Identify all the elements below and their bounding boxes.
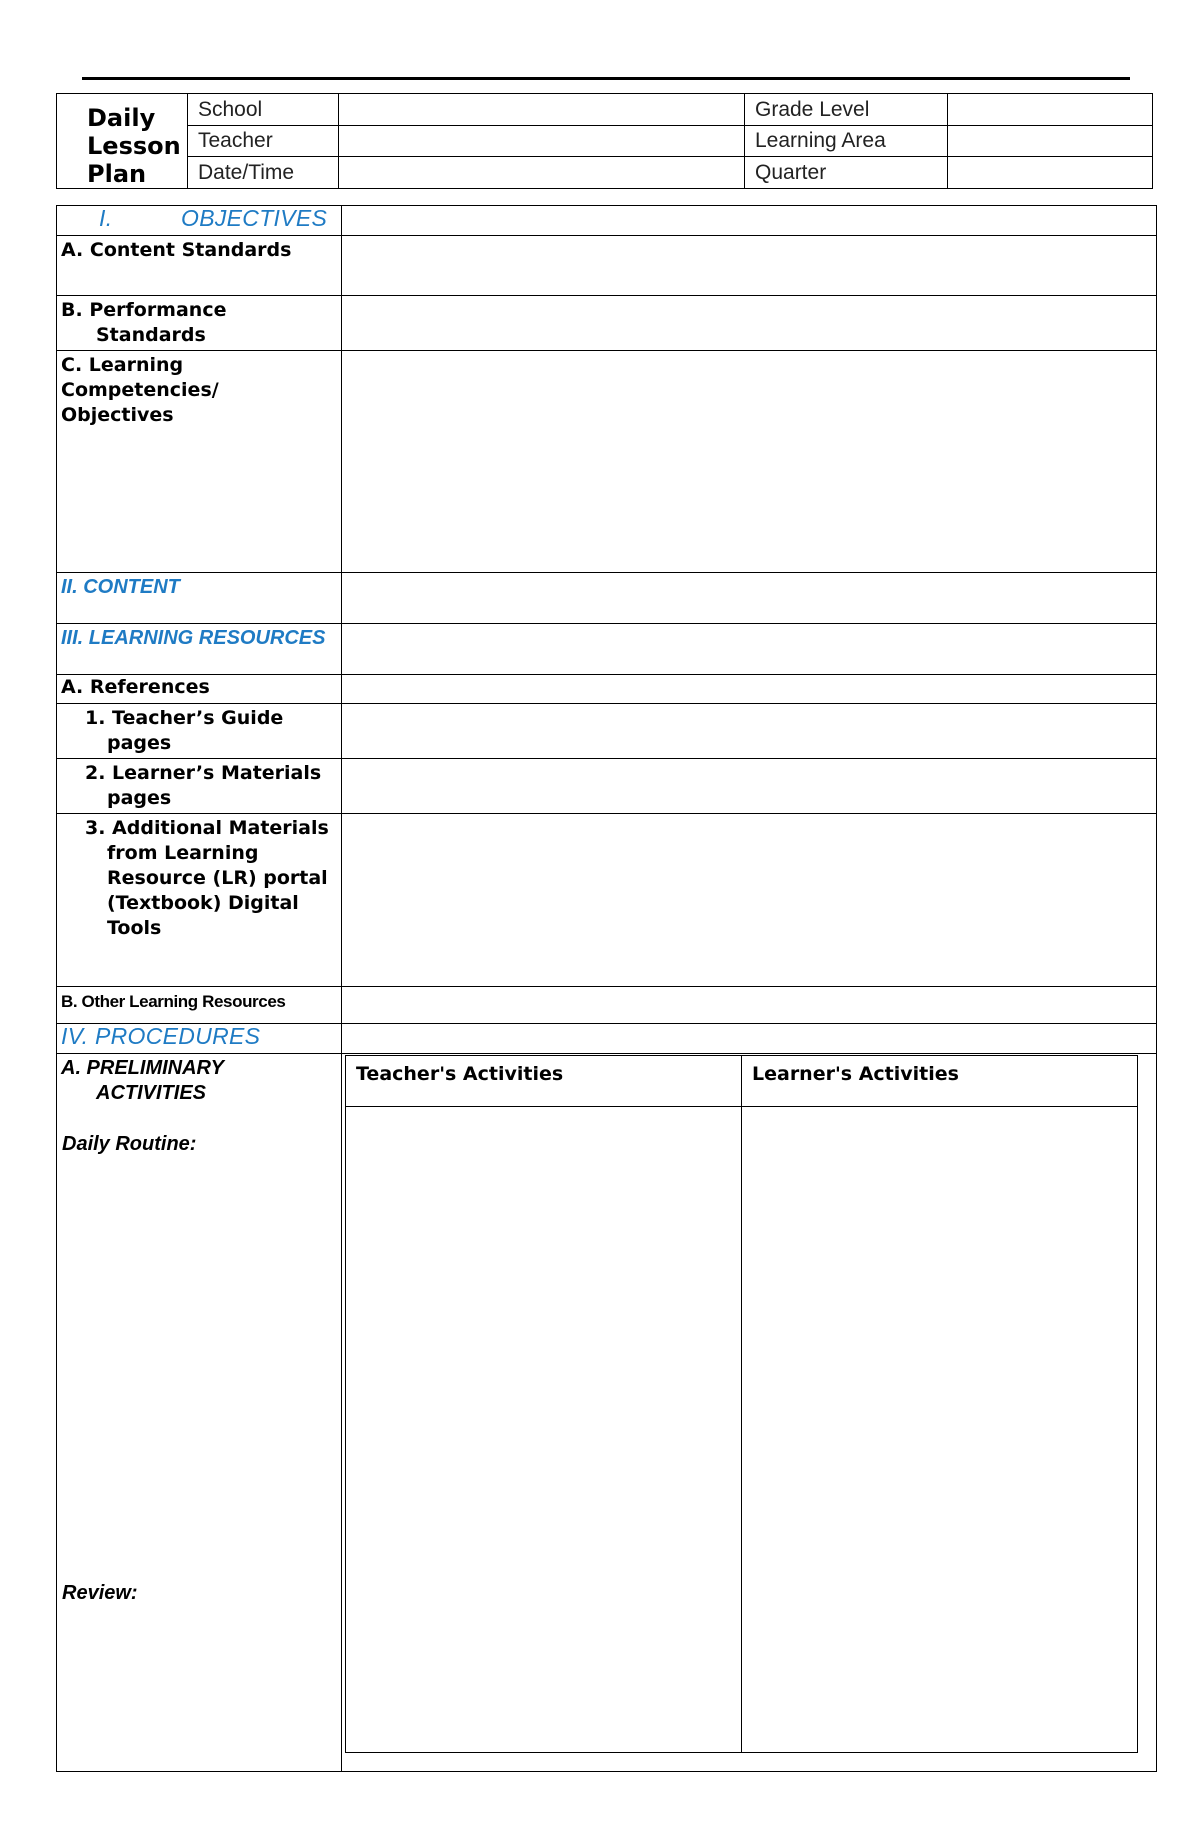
learning-resources-field[interactable] — [342, 624, 1157, 675]
learners-materials-field[interactable] — [342, 759, 1157, 814]
procedures-heading: IV. PROCEDURES — [57, 1024, 342, 1054]
daily-routine-label: Daily Routine: — [62, 1133, 197, 1155]
additional-materials-field[interactable] — [342, 814, 1157, 987]
additional-materials-label: 3. Additional Materials from Learning Resource (LR) portal (Textbook) Digital Tools — [57, 814, 342, 987]
teacher-activities-header: Teacher's Activities — [346, 1056, 742, 1107]
quarter-field[interactable] — [948, 157, 1153, 189]
procedures-field[interactable] — [342, 1024, 1157, 1054]
other-resources-field[interactable] — [342, 987, 1157, 1024]
teacher-field[interactable] — [339, 125, 745, 157]
school-field[interactable] — [339, 94, 745, 126]
preliminary-activities-heading: A. PRELIMINARY ACTIVITIES — [61, 1057, 224, 1104]
learning-competencies-label: C. Learning Competencies/ Objectives — [57, 351, 342, 573]
learners-materials-label: 2. Learner’s Materials pages — [57, 759, 342, 814]
objectives-heading: I. OBJECTIVES — [57, 206, 342, 236]
school-label: School — [188, 94, 339, 126]
teachers-guide-label: 1. Teacher’s Guide pages — [57, 704, 342, 759]
learner-activities-field[interactable] — [742, 1107, 1138, 1753]
grade-level-label: Grade Level — [745, 94, 948, 126]
learning-competencies-field[interactable] — [342, 351, 1157, 573]
learner-activities-header: Learner's Activities — [742, 1056, 1138, 1107]
references-field[interactable] — [342, 675, 1157, 704]
grade-level-field[interactable] — [948, 94, 1153, 126]
performance-standards-field[interactable] — [342, 296, 1157, 351]
lesson-plan-title: Daily Lesson Plan — [57, 94, 188, 189]
performance-standards-label: B. Performance Standards — [57, 296, 342, 351]
content-standards-field[interactable] — [342, 236, 1157, 296]
activities-table — [345, 1055, 1138, 1753]
date-time-field[interactable] — [339, 157, 745, 189]
learning-resources-heading: III. LEARNING RESOURCES — [57, 624, 342, 675]
lesson-plan-table — [56, 205, 1157, 1772]
date-time-label: Date/Time — [188, 157, 339, 189]
objectives-field[interactable] — [342, 206, 1157, 236]
review-label: Review: — [62, 1582, 138, 1604]
quarter-label: Quarter — [745, 157, 948, 189]
other-resources-label: B. Other Learning Resources — [57, 987, 342, 1024]
activities-cell — [342, 1054, 1157, 1772]
preliminary-activities-label — [57, 1054, 342, 1772]
content-field[interactable] — [342, 573, 1157, 624]
learning-area-field[interactable] — [948, 125, 1153, 157]
content-heading: II. CONTENT — [57, 573, 342, 624]
references-label: A. References — [57, 675, 342, 704]
teacher-activities-field[interactable] — [346, 1107, 742, 1753]
teacher-label: Teacher — [188, 125, 339, 157]
header-table — [56, 93, 1153, 189]
content-standards-label: A. Content Standards — [57, 236, 342, 296]
top-rule — [82, 77, 1130, 80]
teachers-guide-field[interactable] — [342, 704, 1157, 759]
learning-area-label: Learning Area — [745, 125, 948, 157]
